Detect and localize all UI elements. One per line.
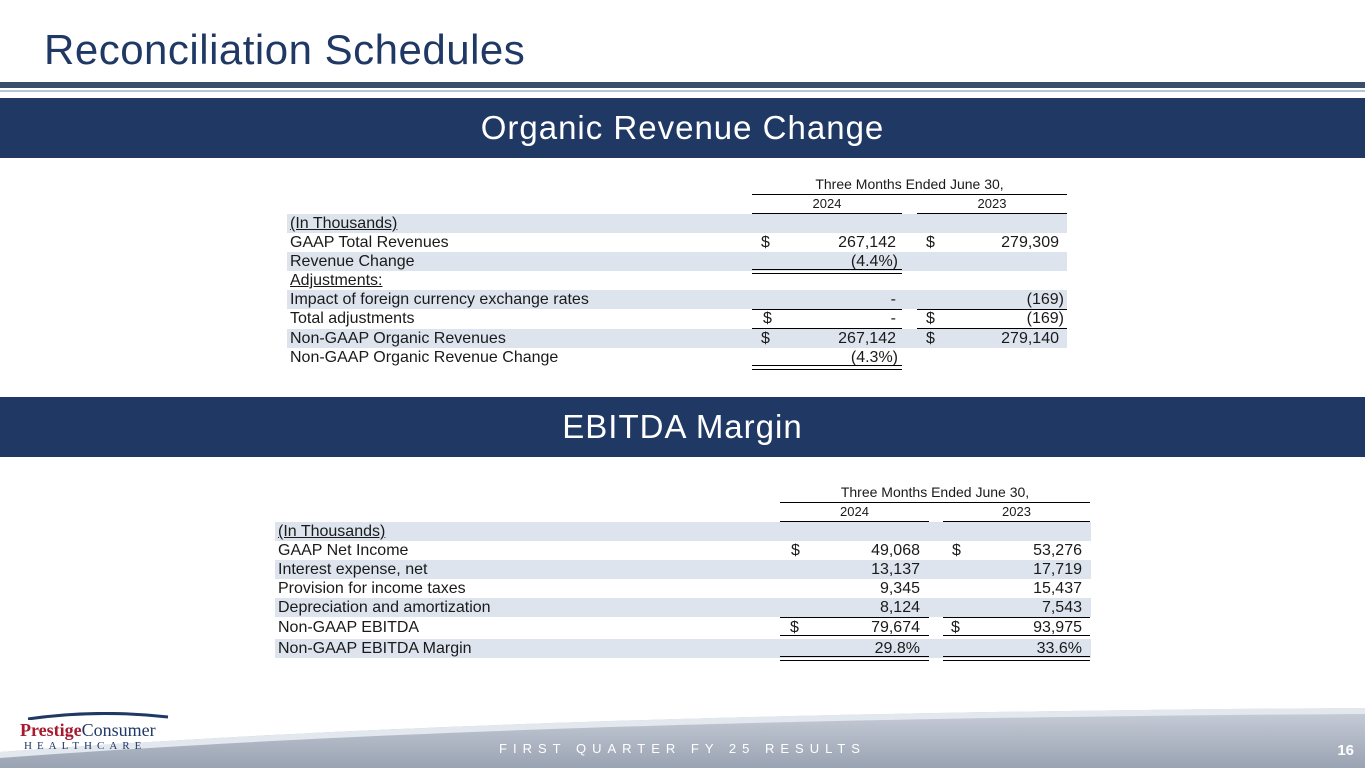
currency-symbol: $ <box>761 234 770 251</box>
value-2023: 53,276 <box>1033 542 1082 559</box>
row-label: GAAP Total Revenues <box>290 234 449 251</box>
row-label: GAAP Net Income <box>278 542 409 559</box>
value-2024: 8,124 <box>879 599 920 616</box>
section-banner-ebitda: EBITDA Margin <box>0 397 1365 457</box>
row-label: Revenue Change <box>290 253 415 270</box>
row-label: Depreciation and amortization <box>278 599 491 616</box>
value-2023: 93,975 <box>1033 619 1082 636</box>
value-2024: (4.4%) <box>850 253 898 270</box>
double-underline <box>752 365 902 370</box>
value-2023: 17,719 <box>1033 561 1082 578</box>
table-row <box>275 541 1091 560</box>
value-2024: - <box>890 310 896 327</box>
table-row <box>275 522 1091 541</box>
value-2023: 15,437 <box>1033 580 1082 597</box>
row-label: (In Thousands) <box>290 215 398 232</box>
value-2024: 13,137 <box>871 561 920 578</box>
row-label: Total adjustments <box>290 310 415 327</box>
value-2024: 29.8% <box>874 640 920 657</box>
row-label: Impact of foreign currency exchange rates <box>290 291 589 308</box>
value-2023: 279,140 <box>1001 330 1059 347</box>
value-2024: 9,345 <box>879 580 920 597</box>
currency-symbol: $ <box>790 619 799 636</box>
table-row <box>287 290 1067 309</box>
table-row <box>287 329 1067 348</box>
currency-symbol: $ <box>791 542 800 559</box>
logo-brand-red: Prestige <box>20 720 82 740</box>
value-2024: - <box>890 291 896 308</box>
footer-swoosh <box>0 690 1365 768</box>
period-header: Three Months Ended June 30, <box>780 484 1090 503</box>
double-underline <box>943 656 1090 661</box>
page-title: Reconciliation Schedules <box>44 26 526 73</box>
currency-symbol: $ <box>951 619 960 636</box>
currency-symbol: $ <box>926 330 935 347</box>
currency-symbol: $ <box>761 330 770 347</box>
row-label: Non-GAAP Organic Revenue Change <box>290 349 559 366</box>
table-row <box>287 214 1067 233</box>
row-label: Non-GAAP Organic Revenues <box>290 330 506 347</box>
table-row <box>275 579 1091 598</box>
year-header-2024: 2024 <box>780 504 929 522</box>
title-divider-thin <box>0 90 1365 92</box>
value-2023: 279,309 <box>1001 234 1059 251</box>
currency-symbol: $ <box>926 234 935 251</box>
page-number: 16 <box>1337 742 1354 759</box>
year-header-2023: 2023 <box>917 196 1067 214</box>
period-header: Three Months Ended June 30, <box>752 176 1067 195</box>
table-row <box>287 271 1067 290</box>
row-label: Non-GAAP EBITDA Margin <box>278 640 472 657</box>
value-2024: 49,068 <box>871 542 920 559</box>
table-row <box>287 252 1067 271</box>
logo-brand-blue: Consumer <box>81 720 156 740</box>
value-2023: (169) <box>1026 291 1064 308</box>
row-label: Adjustments: <box>290 272 383 289</box>
logo-arc <box>26 712 176 720</box>
row-label: Interest expense, net <box>278 561 428 578</box>
table-row <box>287 309 1067 328</box>
row-label: (In Thousands) <box>278 523 386 540</box>
value-2023: 7,543 <box>1041 599 1082 616</box>
currency-symbol: $ <box>926 310 935 327</box>
currency-symbol: $ <box>763 310 772 327</box>
currency-symbol: $ <box>952 542 961 559</box>
value-2024: (4.3%) <box>850 349 898 366</box>
table-row <box>287 233 1067 252</box>
table-row <box>287 348 1067 367</box>
title-divider <box>0 82 1365 88</box>
value-2024: 79,674 <box>871 619 920 636</box>
value-2024: 267,142 <box>838 330 896 347</box>
table-row <box>275 598 1091 617</box>
row-label: Provision for income taxes <box>278 580 466 597</box>
value-2024: 267,142 <box>838 234 896 251</box>
year-header-2024: 2024 <box>752 196 902 214</box>
value-2023: (169) <box>1026 310 1064 327</box>
year-header-2023: 2023 <box>943 504 1090 522</box>
table-row <box>275 560 1091 579</box>
footer-caption: FIRST QUARTER FY 25 RESULTS <box>499 741 866 756</box>
value-2023: 33.6% <box>1036 640 1082 657</box>
double-underline <box>780 656 929 661</box>
section-banner-organic: Organic Revenue Change <box>0 98 1365 158</box>
row-label: Non-GAAP EBITDA <box>278 619 420 636</box>
logo-subtitle: HEALTHCARE <box>24 740 147 752</box>
